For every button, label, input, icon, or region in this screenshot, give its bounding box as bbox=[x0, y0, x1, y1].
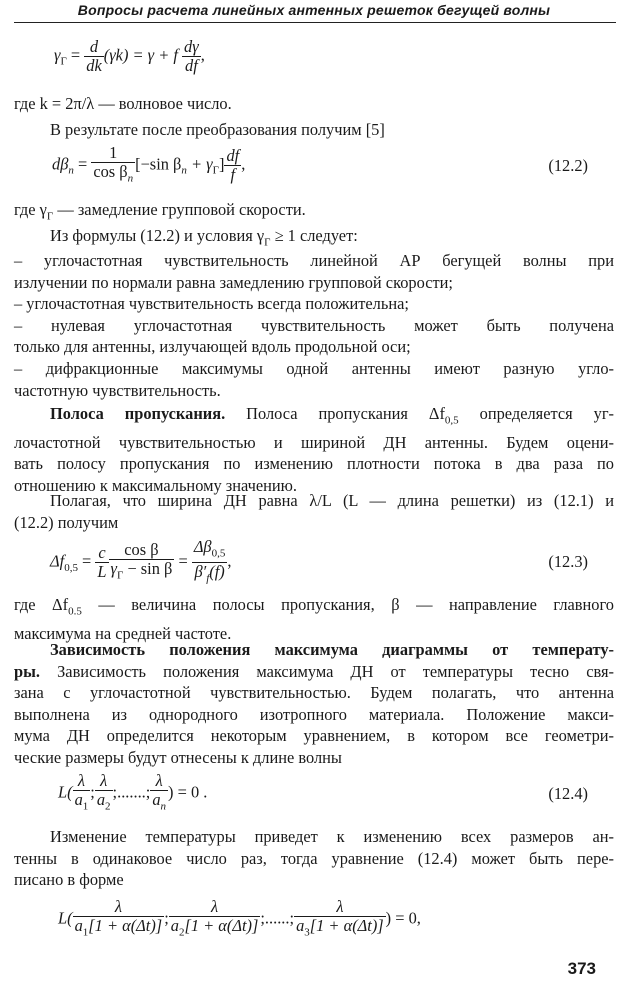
list-line: излучении по нормали равна замедлению групповой скорости; bbox=[14, 272, 453, 292]
running-header: Вопросы расчета линейных антенных решеток бегущей волны bbox=[77, 2, 551, 18]
list-line: – нулевая углочастотная чувствительность может быть получена bbox=[14, 315, 614, 335]
page-number: 373 bbox=[567, 959, 596, 978]
temperature-heading: Зависимость положения максимума диаграммы от температу- bbox=[50, 640, 614, 659]
equation-number-12-2: (12.2) bbox=[548, 156, 588, 175]
list-line: – углочастотная чувствительность линейной АР бегущей волны при bbox=[14, 251, 614, 270]
equation-12-3: $\Delta f_{0,5}$ = $\frac{c}{L}$ $\frac{\text{cos β}}{\gamma_Г - \sin \beta}$ = $\frac{\Delta\beta_{0,5}}{\beta'_f(f)}$ , bbox=[50, 538, 231, 588]
list-line: – дифракционные максимумы одной антенны имеют разную угло- bbox=[14, 358, 614, 378]
list-line: только для антенны, излучающей вдоль продольной оси; bbox=[14, 337, 411, 357]
paragraph-bandwidth: Полоса пропускания. Полоса пропускания $\Delta f_{0,5}$ определяется уг- лочастотной чувствительностью и шириной ДН антенны. Будем оцени- вать полосу пропускания по изменению плотности потока в два раза по отношению к максимальному значению. bbox=[14, 404, 614, 496]
equation-group-slowdown: $\gamma_Г$ = $\frac{d}{dk}$ (γk) = γ + f $\frac{d\gamma}{df}$ , bbox=[54, 37, 205, 75]
conclusions-list bbox=[14, 250, 614, 401]
equation-12-2: $d\beta_n$ = $\frac{1}{\cos \beta_n}$ [−sin $\beta_n + \gamma_Г$] $\frac{df}{f}$ , bbox=[52, 144, 245, 187]
paragraph-temperature: Зависимость положения максимума диаграммы от температу- ры. Зависимость положения максимума ДН от температуры тесно свя- зана с углочастотной чувствительностью. Будем полагать, что антенна выполнена из однородного изотропного материала. Положение макси- мума ДН определится некоторым уравнением, в котором все геометри- ческие размеры будут отнесены к длине волны bbox=[14, 640, 614, 767]
paragraph-result: В результате после преобразования получим [5] bbox=[50, 120, 385, 139]
equation-12-4: L( $\frac{\lambda}{a_1}$ ; $\frac{\lambda}{a_2}$ ;.......; $\frac{\lambda}{a_n}$ ) = 0 . bbox=[58, 772, 207, 815]
header-rule bbox=[14, 22, 616, 23]
paragraph-wavenumber: где k = 2π/λ — волновое число. bbox=[14, 94, 232, 113]
paragraph-assume: Полагая, что ширина ДН равна λ/L (L — длина решетки) из (12.1) и (12.2) получим bbox=[14, 491, 614, 532]
list-line: частотную чувствительность. bbox=[14, 380, 221, 400]
equation-scaled: L( $\frac{\lambda}{a_1[1 + \alpha(\Delta t)]}$ ; $\frac{\lambda}{a_2[1 + \alpha(\Delta t)]}$ ;......; $\frac{\lambda}{a_3[1 + \alpha(\Delta t)]}$ ) = 0, bbox=[58, 898, 421, 941]
paragraph-where-df: где $\Delta f_{0.5}$ — величина полосы пропускания, β — направление главного максимума на средней частоте. bbox=[14, 595, 614, 643]
equation-number-12-4: (12.4) bbox=[548, 784, 588, 803]
list-line: – углочастотная чувствительность всегда положительна; bbox=[14, 294, 409, 314]
equation-number-12-3: (12.3) bbox=[548, 552, 588, 571]
bandwidth-heading: Полоса пропускания. bbox=[50, 404, 226, 423]
paragraph-from-formula: Из формулы (12.2) и условия $\gamma_Г \ge 1$ следует: bbox=[50, 226, 358, 249]
paragraph-slowdown: где $\gamma_Г$ — замедление групповой скорости. bbox=[14, 200, 306, 223]
paragraph-temperature-change: Изменение температуры приведет к изменению всех размеров ан- тенны в одинаковое число раз, тогда уравнение (12.4) может быть пере- писано в форме bbox=[14, 827, 614, 890]
